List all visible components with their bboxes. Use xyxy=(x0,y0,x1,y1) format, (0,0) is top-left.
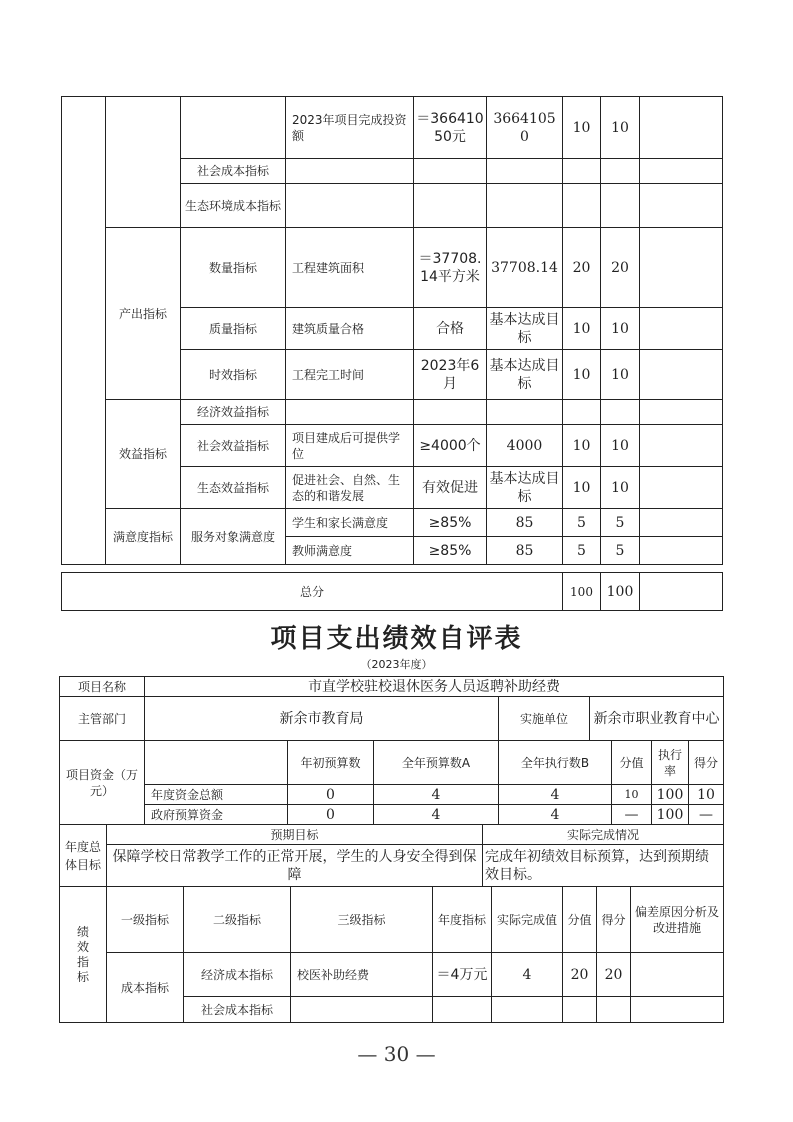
actual-value: 4 xyxy=(492,953,563,997)
total-label: 总分 xyxy=(62,573,563,611)
score-value: 5 xyxy=(563,537,601,565)
third-level-indicator: 教师满意度 xyxy=(286,537,414,565)
score-earned: 10 xyxy=(601,97,640,159)
fund-header: 得分 xyxy=(689,741,724,785)
goal-table xyxy=(59,824,724,887)
annual-goal-label: 年度总体目标 xyxy=(60,825,107,887)
actual-value: 4000 xyxy=(487,425,563,467)
annual-target: ≥85% xyxy=(414,509,487,537)
total-score-earned: 100 xyxy=(601,573,640,611)
expected-goal-header: 预期目标 xyxy=(107,825,483,845)
fund-value: — xyxy=(612,805,652,825)
fund-value: — xyxy=(689,805,724,825)
first-level-indicator: 产出指标 xyxy=(106,228,181,400)
actual-value: 36641050 xyxy=(487,97,563,159)
fund-value: 4 xyxy=(499,785,612,805)
second-level-indicator: 生态效益指标 xyxy=(181,467,286,509)
actual-value: 基本达成目标 xyxy=(487,350,563,400)
annual-target: ≥85% xyxy=(414,537,487,565)
cell xyxy=(181,97,286,159)
year-caption: （2023年度） xyxy=(360,658,433,671)
third-level-indicator: 校医补助经费 xyxy=(291,953,433,997)
first-level-cell xyxy=(106,97,181,228)
third-level-indicator: 2023年项目完成投资额 xyxy=(286,97,414,159)
annual-target: ＝36641050元 xyxy=(414,97,487,159)
dept-label: 主管部门 xyxy=(60,697,145,741)
third-level-indicator: 建筑质量合格 xyxy=(286,308,414,350)
actual-value: 85 xyxy=(487,537,563,565)
annual-target: ＝37708.14平方米 xyxy=(414,228,487,308)
first-level-indicator: 成本指标 xyxy=(107,953,184,1023)
first-level-indicator: 满意度指标 xyxy=(106,509,181,565)
score-earned: 10 xyxy=(601,308,640,350)
total-row-table xyxy=(61,572,723,611)
third-level-indicator: 促进社会、自然、生态的和谐发展 xyxy=(286,467,414,509)
fund-table xyxy=(59,740,724,825)
second-level-indicator: 数量指标 xyxy=(181,228,286,308)
perf-header: 分值 xyxy=(563,887,597,953)
annual-target: 2023年6月 xyxy=(414,350,487,400)
fund-value: 10 xyxy=(689,785,724,805)
score-value: 20 xyxy=(563,228,601,308)
annual-target: ≥4000个 xyxy=(414,425,487,467)
fund-value: 0 xyxy=(288,785,374,805)
fund-row-label: 年度资金总额 xyxy=(145,785,288,805)
score-earned: 20 xyxy=(601,228,640,308)
second-level-indicator: 社会成本指标 xyxy=(181,159,286,184)
perf-header: 二级指标 xyxy=(184,887,291,953)
fund-header: 全年预算数A xyxy=(374,741,499,785)
score-earned: 10 xyxy=(601,425,640,467)
total-score-value: 100 xyxy=(563,573,601,611)
fund-value: 0 xyxy=(288,805,374,825)
fund-header: 全年执行数B xyxy=(499,741,612,785)
page-title: 项目支出绩效自评表 xyxy=(270,624,523,654)
fund-header-blank xyxy=(145,741,288,785)
score-earned: 20 xyxy=(597,953,631,997)
third-level-indicator: 工程建筑面积 xyxy=(286,228,414,308)
annual-target: ＝4万元 xyxy=(433,953,492,997)
perf-header: 得分 xyxy=(597,887,631,953)
actual-completion-text: 完成年初绩效目标预算，达到预期绩效目标。 xyxy=(483,845,724,887)
performance-label-cell xyxy=(60,887,107,1023)
actual-value: 37708.14 xyxy=(487,228,563,308)
fund-row-label: 政府预算资金 xyxy=(145,805,288,825)
annual-target: 有效促进 xyxy=(414,467,487,509)
score-earned: 5 xyxy=(601,537,640,565)
perf-header: 实际完成值 xyxy=(492,887,563,953)
score-earned: 5 xyxy=(601,509,640,537)
second-level-indicator: 经济成本指标 xyxy=(184,953,291,997)
performance-table xyxy=(59,886,724,1023)
actual-value: 基本达成目标 xyxy=(487,467,563,509)
score-value: 10 xyxy=(563,350,601,400)
self-evaluation-table xyxy=(59,676,724,741)
performance-label: 绩效指标 xyxy=(76,924,89,984)
impl-value: 新余市职业教育中心 xyxy=(590,697,724,741)
outer-left-cell xyxy=(62,97,106,565)
second-level-indicator: 经济效益指标 xyxy=(181,400,286,425)
third-level-indicator: 学生和家长满意度 xyxy=(286,509,414,537)
score-value: 5 xyxy=(563,509,601,537)
score-value: 20 xyxy=(563,953,597,997)
second-level-indicator: 社会效益指标 xyxy=(181,425,286,467)
page-number: — 30 — xyxy=(357,1042,436,1066)
score-value: 10 xyxy=(563,308,601,350)
score-earned: 10 xyxy=(601,350,640,400)
third-level-indicator: 工程完工时间 xyxy=(286,350,414,400)
perf-header: 三级指标 xyxy=(291,887,433,953)
top-indicator-table xyxy=(61,96,723,565)
score-value: 10 xyxy=(563,467,601,509)
project-name-value: 市直学校驻校退休医务人员返聘补助经费 xyxy=(145,677,724,697)
dept-value: 新余市教育局 xyxy=(145,697,499,741)
second-level-indicator: 社会成本指标 xyxy=(184,997,291,1023)
annual-target: 合格 xyxy=(414,308,487,350)
second-level-indicator: 时效指标 xyxy=(181,350,286,400)
deviation-cell xyxy=(640,97,723,159)
score-value: 10 xyxy=(563,97,601,159)
second-level-indicator: 质量指标 xyxy=(181,308,286,350)
fund-value: 100 xyxy=(652,805,689,825)
second-level-indicator: 生态环境成本指标 xyxy=(181,184,286,228)
actual-value: 85 xyxy=(487,509,563,537)
perf-header: 年度指标 xyxy=(433,887,492,953)
fund-value: 100 xyxy=(652,785,689,805)
third-level-indicator: 项目建成后可提供学位 xyxy=(286,425,414,467)
fund-value: 4 xyxy=(499,805,612,825)
perf-header: 一级指标 xyxy=(107,887,184,953)
project-name-label: 项目名称 xyxy=(60,677,145,697)
fund-header: 分值 xyxy=(612,741,652,785)
fund-label: 项目资金（万元） xyxy=(60,741,145,825)
actual-completion-header: 实际完成情况 xyxy=(483,825,724,845)
impl-label: 实施单位 xyxy=(499,697,590,741)
perf-header: 偏差原因分析及改进措施 xyxy=(631,887,724,953)
score-earned: 10 xyxy=(601,467,640,509)
second-level-indicator: 服务对象满意度 xyxy=(181,509,286,565)
fund-header: 执行率 xyxy=(652,741,689,785)
fund-value: 4 xyxy=(374,805,499,825)
fund-value: 10 xyxy=(612,785,652,805)
score-value: 10 xyxy=(563,425,601,467)
first-level-indicator: 效益指标 xyxy=(106,400,181,509)
fund-value: 4 xyxy=(374,785,499,805)
fund-header: 年初预算数 xyxy=(288,741,374,785)
expected-goal-text: 保障学校日常教学工作的正常开展，学生的人身安全得到保障 xyxy=(107,845,483,887)
actual-value: 基本达成目标 xyxy=(487,308,563,350)
